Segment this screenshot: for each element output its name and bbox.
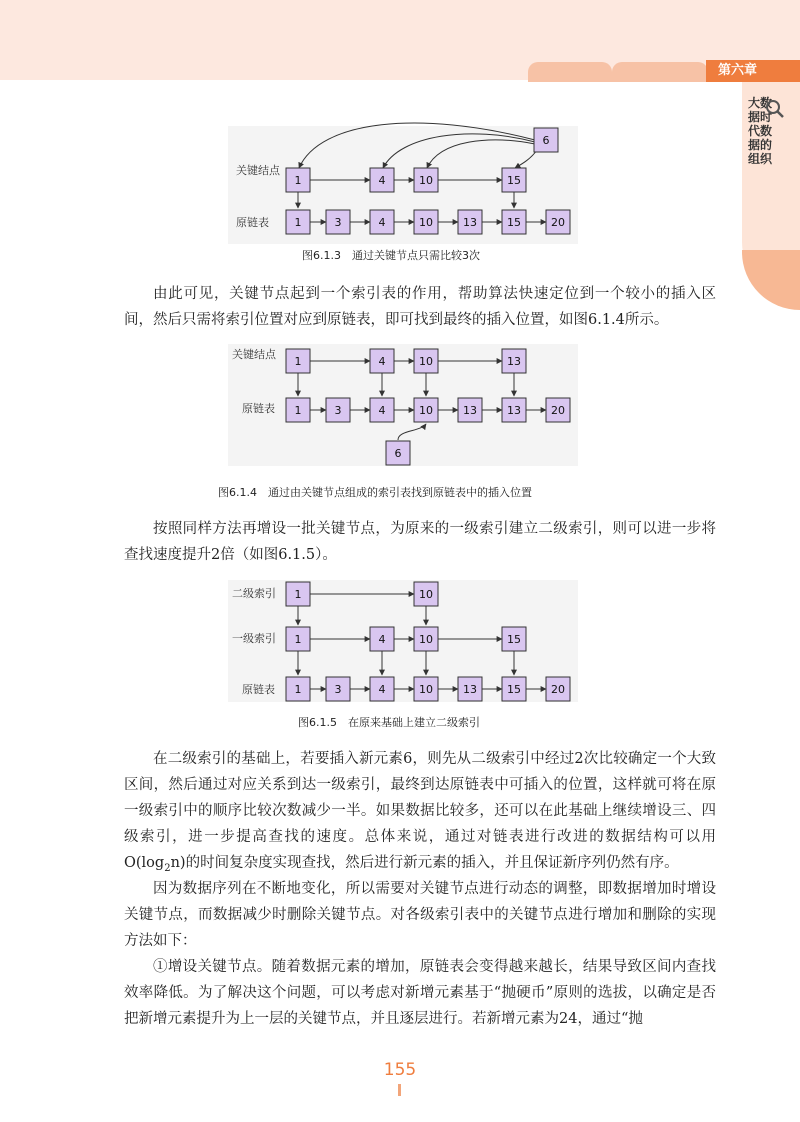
svg-text:10: 10 bbox=[419, 216, 433, 229]
svg-text:6: 6 bbox=[394, 447, 402, 460]
svg-text:20: 20 bbox=[551, 683, 565, 696]
figure-caption: 图6.1.4 通过由关键节点组成的索引表找到原链表中的插入位置 bbox=[218, 486, 532, 499]
svg-text:3: 3 bbox=[334, 404, 342, 417]
level1-node bbox=[502, 627, 526, 651]
svg-text:10: 10 bbox=[419, 633, 433, 646]
svg-text:10: 10 bbox=[419, 683, 433, 696]
svg-text:20: 20 bbox=[551, 216, 565, 229]
list-node bbox=[414, 677, 438, 701]
svg-text:4: 4 bbox=[378, 174, 386, 187]
svg-text:13: 13 bbox=[507, 355, 521, 368]
row-label: 关键结点 bbox=[236, 164, 280, 177]
svg-text:1: 1 bbox=[294, 588, 302, 601]
paragraph: 由此可见，关键节点起到一个索引表的作用，帮助算法快速定位到一个较小的插入区间，然后只需将索引位置对应到原链表，即可找到最终的插入位置，如图6.1.4所示。 bbox=[124, 286, 716, 328]
svg-text:1: 1 bbox=[294, 174, 302, 187]
list-node bbox=[286, 677, 310, 701]
level1-node bbox=[286, 627, 310, 651]
list-node bbox=[546, 677, 570, 701]
page-number-tick bbox=[398, 1084, 401, 1096]
row-label: 二级索引 bbox=[232, 587, 276, 600]
page-number: 155 bbox=[383, 1060, 417, 1080]
row-label: 原链表 bbox=[242, 683, 275, 696]
svg-text:13: 13 bbox=[463, 404, 477, 417]
svg-text:1: 1 bbox=[294, 404, 302, 417]
row-label: 一级索引 bbox=[232, 632, 276, 645]
svg-text:4: 4 bbox=[378, 683, 386, 696]
level2-node bbox=[286, 582, 310, 606]
figure-caption: 图6.1.3 通过关键节点只需比较3次 bbox=[302, 249, 480, 262]
level2-node bbox=[414, 582, 438, 606]
paragraph: 按照同样方法再增设一批关键节点，为原来的一级索引建立二级索引，则可以进一步将查找速度提升2倍（如图6.1.5）。 bbox=[124, 521, 716, 563]
svg-text:13: 13 bbox=[463, 683, 477, 696]
svg-text:10: 10 bbox=[419, 404, 433, 417]
svg-text:4: 4 bbox=[378, 404, 386, 417]
figure-caption: 图6.1.5 在原来基础上建立二级索引 bbox=[298, 716, 480, 729]
level1-node bbox=[414, 627, 438, 651]
svg-text:1: 1 bbox=[294, 216, 302, 229]
paragraph: 因为数据序列在不断地变化，所以需要对关键节点进行动态的调整，即数据增加时增设关键节点，而数据减少时删除关键节点。对各级索引表中的关键节点进行增加和删除的实现方法如下： bbox=[124, 881, 716, 949]
svg-text:15: 15 bbox=[507, 633, 521, 646]
list-node bbox=[326, 677, 350, 701]
svg-text:10: 10 bbox=[419, 588, 433, 601]
svg-text:1: 1 bbox=[294, 633, 302, 646]
svg-text:20: 20 bbox=[551, 404, 565, 417]
svg-text:10: 10 bbox=[419, 355, 433, 368]
svg-text:15: 15 bbox=[507, 216, 521, 229]
svg-text:15: 15 bbox=[507, 174, 521, 187]
svg-text:4: 4 bbox=[378, 355, 386, 368]
svg-text:13: 13 bbox=[507, 404, 521, 417]
svg-text:15: 15 bbox=[507, 683, 521, 696]
svg-text:1: 1 bbox=[294, 355, 302, 368]
list-node bbox=[502, 677, 526, 701]
svg-text:1: 1 bbox=[294, 683, 302, 696]
chapter-tag: 第六章 bbox=[706, 60, 800, 82]
list-node bbox=[370, 677, 394, 701]
svg-text:4: 4 bbox=[378, 633, 386, 646]
row-label: 关键结点 bbox=[232, 348, 276, 361]
svg-text:10: 10 bbox=[419, 174, 433, 187]
list-node bbox=[458, 677, 482, 701]
row-label: 原链表 bbox=[242, 402, 275, 415]
svg-text:4: 4 bbox=[378, 216, 386, 229]
row-label: 原链表 bbox=[236, 216, 269, 229]
side-title: 大数据时代数据的组织 bbox=[748, 96, 773, 166]
svg-text:6: 6 bbox=[542, 134, 550, 147]
svg-text:3: 3 bbox=[334, 216, 342, 229]
paragraph: 在二级索引的基础上，若要插入新元素6，则先从二级索引中经过2次比较确定一个大致区间，然后通过对应关系到达一级索引，最终到达原链表中可插入的位置，这样就可将在原一级索引中的顺序比较次数减少一半。如果数据比较多，还可以在此基础上继续增设三、四级索引，进一步提高查找的速度。总体来说，通过对链表进行改进的数据结构可以用$O(\log_2n)$的时间复杂度实现查找，然后进行新元素的插入，并且保证新序列仍然有序。 bbox=[124, 751, 716, 874]
level1-node bbox=[370, 627, 394, 651]
paragraph: ①增设关键节点。随着数据元素的增加，原链表会变得越来越长，结果导致区间内查找效率降低。为了解决这个问题，可以考虑对新增元素基于“抛硬币”原则的选拔，以确定是否把新增元素提升为上一层的关键节点，并且逐层进行。若新增元素为24，通过“抛 bbox=[124, 959, 716, 1027]
svg-text:3: 3 bbox=[334, 683, 342, 696]
svg-text:13: 13 bbox=[463, 216, 477, 229]
